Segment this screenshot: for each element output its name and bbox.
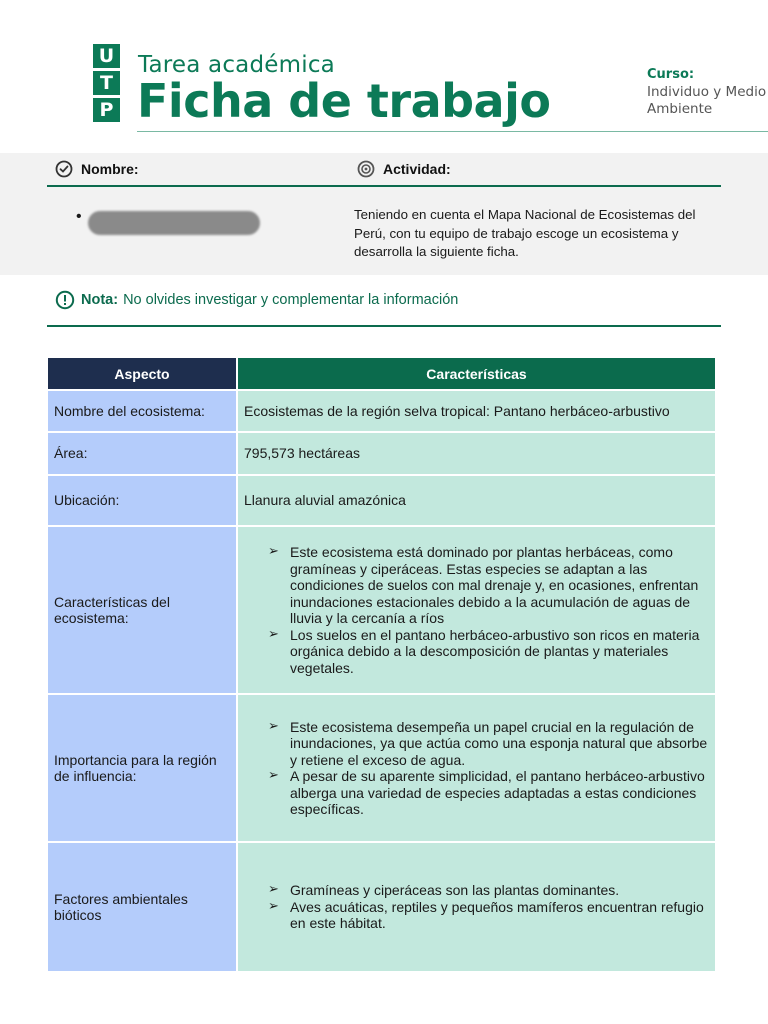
table-row	[47, 475, 716, 526]
value-cell	[237, 842, 716, 972]
logo-letter-u: U	[93, 44, 120, 68]
course-label: Curso:	[647, 67, 695, 82]
aspect-cell: Características del ecosistema:	[47, 526, 237, 694]
page-kicker: Tarea académica	[138, 52, 335, 78]
utp-logo	[93, 44, 120, 122]
value-cell	[237, 526, 716, 694]
alert-circle-icon	[55, 290, 75, 310]
aspect-cell: Área:	[47, 432, 237, 475]
value-cell: Ecosistemas de la región selva tropical: Pantano herbáceo-arbustivo	[237, 390, 716, 432]
name-bullet: •	[76, 208, 82, 225]
table-row	[47, 526, 716, 694]
page-title: Ficha de trabajo	[137, 74, 551, 128]
activity-label-text: Actividad:	[383, 161, 451, 177]
bullet-list	[244, 882, 709, 932]
note-text: No olvides investigar y complementar la información	[123, 292, 459, 308]
aspect-cell: Factores ambientales bióticos	[47, 842, 237, 972]
table-row	[47, 432, 716, 475]
table-row	[47, 694, 716, 842]
list-item: ➢ Este ecosistema está dominado por plantas herbáceas, como gramíneas y ciperáceas. Estas especies se adaptan a las condiciones de suelos con mal drenaje y, en ocasiones, enfrentan inundaciones estacionales debido a la acumulación de aguas de lluvia y la cercanía a ríos	[244, 544, 709, 627]
header-aspect: Aspecto	[47, 357, 237, 390]
redacted-name	[88, 211, 260, 235]
value-cell	[237, 694, 716, 842]
header-characteristics: Características	[237, 357, 716, 390]
note-divider	[47, 325, 721, 327]
aspect-cell: Nombre del ecosistema:	[47, 390, 237, 432]
table-row	[47, 390, 716, 432]
aspect-cell: Importancia para la región de influencia:	[47, 694, 237, 842]
ecosystem-table	[46, 356, 717, 973]
bullet-list	[244, 544, 709, 676]
logo-letter-t: T	[93, 71, 120, 95]
activity-field-label	[357, 160, 451, 178]
table-row	[47, 842, 716, 972]
header-divider	[137, 131, 768, 132]
value-cell: 795,573 hectáreas	[237, 432, 716, 475]
logo-letter-p: P	[93, 98, 120, 122]
check-circle-icon	[55, 160, 73, 178]
value-cell: Llanura aluvial amazónica	[237, 475, 716, 526]
activity-description: Teniendo en cuenta el Mapa Nacional de Ecosistemas del Perú, con tu equipo de trabajo escoge un ecosistema y desarrolla la siguiente ficha.	[354, 207, 696, 259]
note-label: Nota:	[81, 292, 119, 308]
info-divider	[47, 185, 721, 187]
course-block	[647, 67, 767, 118]
list-item: ➢ Los suelos en el pantano herbáceo-arbustivo son ricos en materia orgánica debido a la descomposición de plantas y materiales vegetales.	[244, 627, 709, 677]
bullet-list	[244, 719, 709, 818]
course-value: Individuo y Medio Ambiente	[647, 84, 767, 117]
table-header-row	[47, 357, 716, 390]
target-icon	[357, 160, 375, 178]
list-item: ➢ A pesar de su aparente simplicidad, el pantano herbáceo-arbustivo alberga una variedad de especies adaptadas a estas condiciones específicas.	[244, 768, 709, 818]
aspect-cell: Ubicación:	[47, 475, 237, 526]
note-line	[55, 290, 458, 310]
name-field-label	[55, 160, 139, 178]
list-item: ➢ Gramíneas y ciperáceas son las plantas dominantes.	[244, 882, 709, 899]
list-item: ➢ Aves acuáticas, reptiles y pequeños mamíferos encuentran refugio en este hábitat.	[244, 899, 709, 932]
list-item: ➢ Este ecosistema desempeña un papel crucial en la regulación de inundaciones, ya que actúa como una esponja natural que absorbe y retiene el exceso de agua.	[244, 719, 709, 769]
name-label-text: Nombre:	[81, 161, 139, 177]
